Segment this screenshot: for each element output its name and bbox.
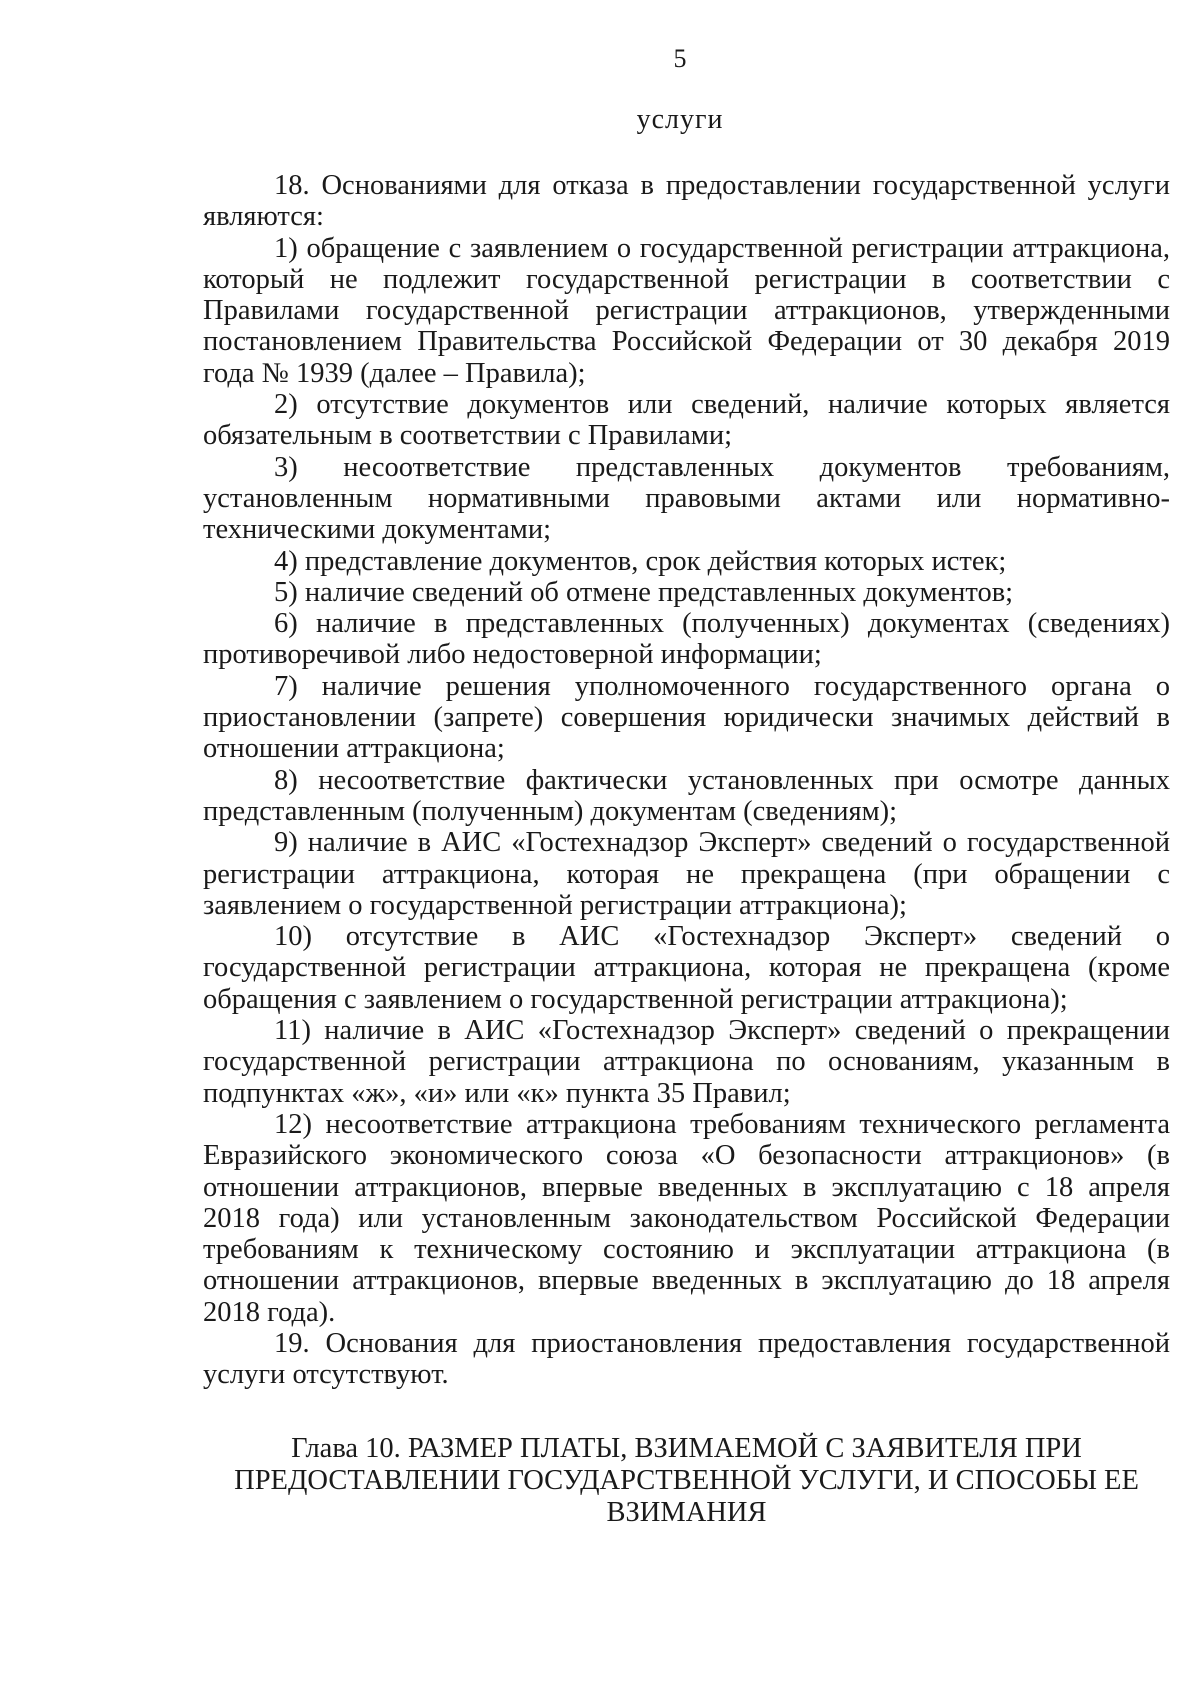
paragraph-18: 18. Основаниями для отказа в предоставлении государственной услуги являются: (203, 170, 1170, 233)
paragraph-item-11: 11) наличие в АИС «Гостехнадзор Эксперт» сведений о прекращении государственной регистрации аттракциона по основаниям, указанным в подпунктах «ж», «и» или «к» пункта 35 Правил; (203, 1015, 1170, 1109)
paragraph-item-4: 4) представление документов, срок действия которых истек; (274, 545, 1007, 577)
paragraph-item-8: 8) несоответствие фактически установленных при осмотре данных представленным (полученным) документам (сведениям); (203, 764, 1170, 827)
paragraph-item-9: 9) наличие в АИС «Гостехнадзор Эксперт» сведений о государственной регистрации аттракциона, которая не прекращена (при обращении с заявлением о государственной регистрации аттракциона); (203, 827, 1170, 921)
paragraph-item-3: 3) несоответствие представленных документов требованиям, установленным нормативными правовыми актами или нормативно-техническими документами; (203, 451, 1170, 546)
body-text (203, 170, 1170, 1391)
page-number: 5 (673, 44, 687, 73)
section-heading: услуги (636, 104, 724, 135)
chapter-heading-line-1: Глава 10. РАЗМЕР ПЛАТЫ, ВЗИМАЕМОЙ С ЗАЯВИТЕЛЯ ПРИ (291, 1433, 1082, 1464)
paragraph-item-7: 7) наличие решения уполномоченного государственного органа о приостановлении (запрете) совершения юридически значимых действий в отношении аттракциона; (203, 670, 1170, 765)
paragraph-item-12: 12) несоответствие аттракциона требованиям технического регламента Евразийского экономического союза «О безопасности аттракционов» (в отношении аттракционов, впервые введенных в эксплуатацию с 18 апреля 2018 года) или установленным законодательством Российской Федерации требованиям к техническому состоянию и эксплуатации аттракциона (в отношении аттракционов, впервые введенных в эксплуатацию до 18 апреля 2018 года). (203, 1108, 1170, 1328)
paragraph-item-1: 1) обращение с заявлением о государственной регистрации аттракциона, который не подлежит государственной регистрации в соответствии с Правилами государственной регистрации аттракционов, утвержденными постановлением Правительства Российской Федерации от 30 декабря 2019 года № 1939 (далее – Правила); (203, 232, 1170, 389)
paragraph-item-5: 5) наличие сведений об отмене представленных документов; (274, 576, 1014, 608)
chapter-heading-line-2: ПРЕДОСТАВЛЕНИИ ГОСУДАРСТВЕННОЙ УСЛУГИ, И СПОСОБЫ ЕЕ (234, 1465, 1139, 1496)
paragraph-item-2: 2) отсутствие документов или сведений, наличие которых является обязательным в соответствии с Правилами; (203, 389, 1170, 452)
paragraph-item-6: 6) наличие в представленных (полученных) документах (сведениях) противоречивой либо недостоверной информации; (203, 608, 1170, 671)
paragraph-item-10: 10) отсутствие в АИС «Гостехнадзор Эксперт» сведений о государственной регистрации аттракциона, которая не прекращена (кроме обращения с заявлением о государственной регистрации аттракциона); (203, 921, 1170, 1015)
chapter-heading-line-3: ВЗИМАНИЯ (606, 1497, 767, 1528)
paragraph-19: 19. Основания для приостановления предоставления государственной услуги отсутствуют. (203, 1327, 1170, 1391)
chapter-heading (203, 1433, 1170, 1529)
